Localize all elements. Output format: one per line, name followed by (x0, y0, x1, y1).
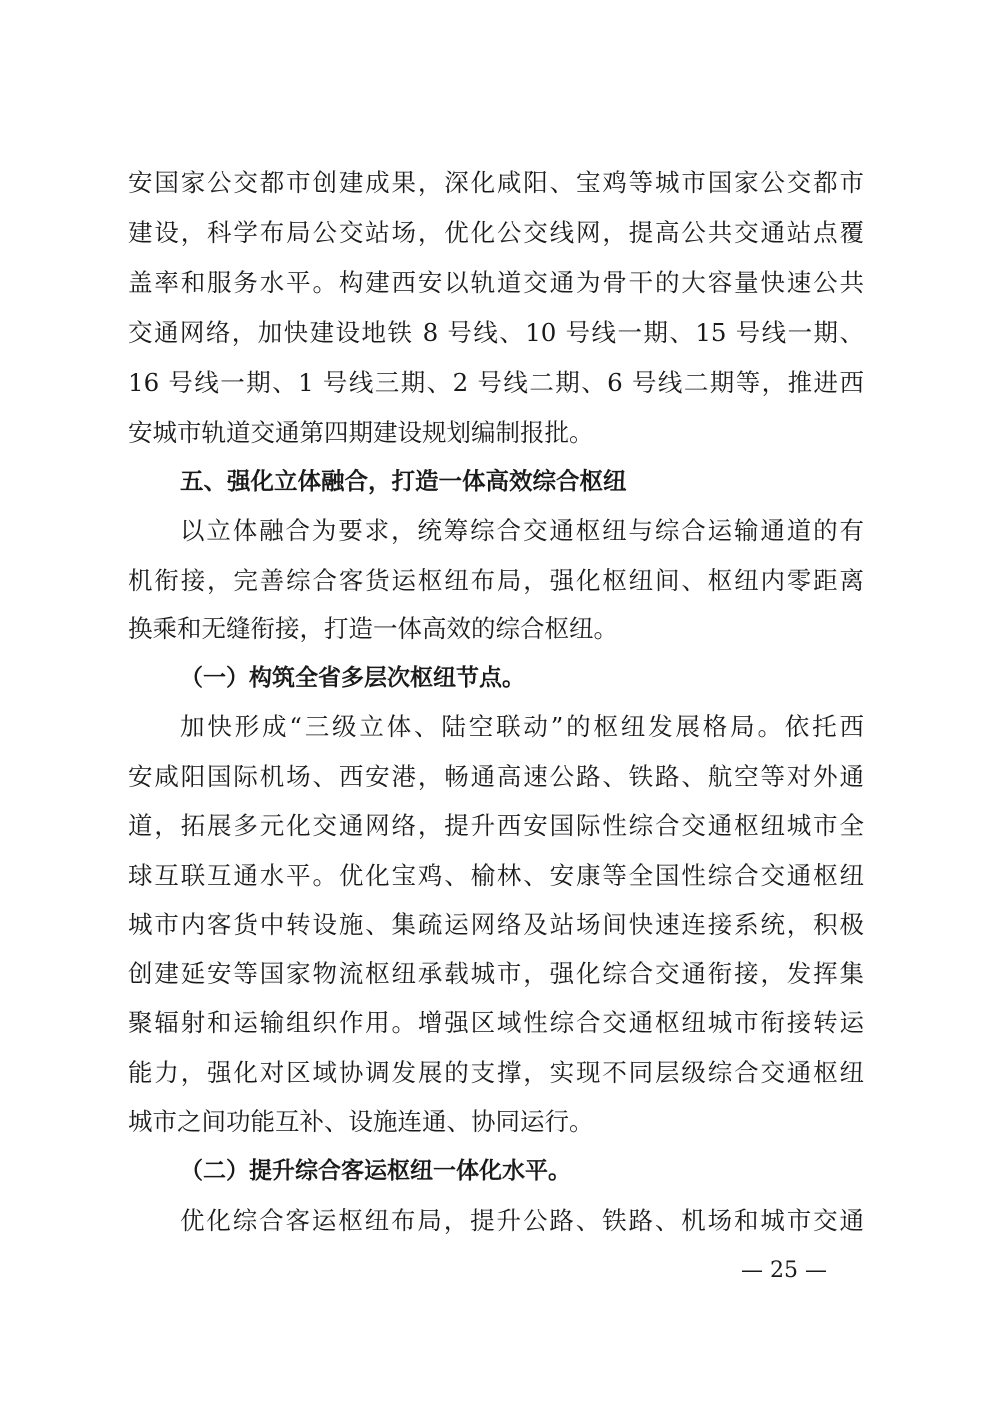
body-text-line: 16 号线一期、1 号线三期、2 号线二期、6 号线二期等，推进西 (128, 368, 864, 397)
body-text-line: 加快形成“三级立体、陆空联动”的枢纽发展格局。依托西 (180, 712, 864, 741)
body-text-line: 以立体融合为要求，统筹综合交通枢纽与综合运输通道的有 (180, 516, 864, 545)
body-text-line: 能力，强化对区域协调发展的支撑，实现不同层级综合交通枢纽 (128, 1058, 864, 1087)
body-text-line: 机衔接，完善综合客货运枢纽布局，强化枢纽间、枢纽内零距离 (128, 566, 864, 595)
body-text-line: 球互联互通水平。优化宝鸡、榆林、安康等全国性综合交通枢纽 (128, 861, 864, 890)
body-text-line: 城市之间功能互补、设施连通、协同运行。 (128, 1107, 594, 1136)
subsection-heading: （二）提升综合客运枢纽一体化水平。 (180, 1158, 571, 1184)
body-text-line: 安城市轨道交通第四期建设规划编制报批。 (128, 418, 594, 447)
body-text-line: 建设，科学布局公交站场，优化公交线网，提高公共交通站点覆 (128, 218, 864, 247)
body-text-line: 城市内客货中转设施、集疏运网络及站场间快速连接系统，积极 (128, 910, 864, 939)
body-text-line: 交通网络，加快建设地铁 8 号线、10 号线一期、15 号线一期、 (128, 318, 864, 347)
body-text-line: 优化综合客运枢纽布局，提升公路、铁路、机场和城市交通 (180, 1206, 864, 1235)
body-text-line: 换乘和无缝衔接，打造一体高效的综合枢纽。 (128, 614, 618, 643)
body-text-line: 盖率和服务水平。构建西安以轨道交通为骨干的大容量快速公共 (128, 268, 864, 297)
body-text-line: 聚辐射和运输组织作用。增强区域性综合交通枢纽城市衔接转运 (128, 1008, 864, 1037)
page-number: — 25 — (741, 1258, 827, 1283)
body-text-line: 安咸阳国际机场、西安港，畅通高速公路、铁路、航空等对外通 (128, 762, 864, 791)
body-text-line: 创建延安等国家物流枢纽承载城市，强化综合交通衔接，发挥集 (128, 959, 864, 988)
subsection-heading: （一）构筑全省多层次枢纽节点。 (180, 665, 525, 691)
section-heading: 五、强化立体融合，打造一体高效综合枢纽 (180, 467, 627, 495)
body-text-line: 道，拓展多元化交通网络，提升西安国际性综合交通枢纽城市全 (128, 811, 864, 840)
body-text-line: 安国家公交都市创建成果，深化咸阳、宝鸡等城市国家公交都市 (128, 168, 864, 197)
